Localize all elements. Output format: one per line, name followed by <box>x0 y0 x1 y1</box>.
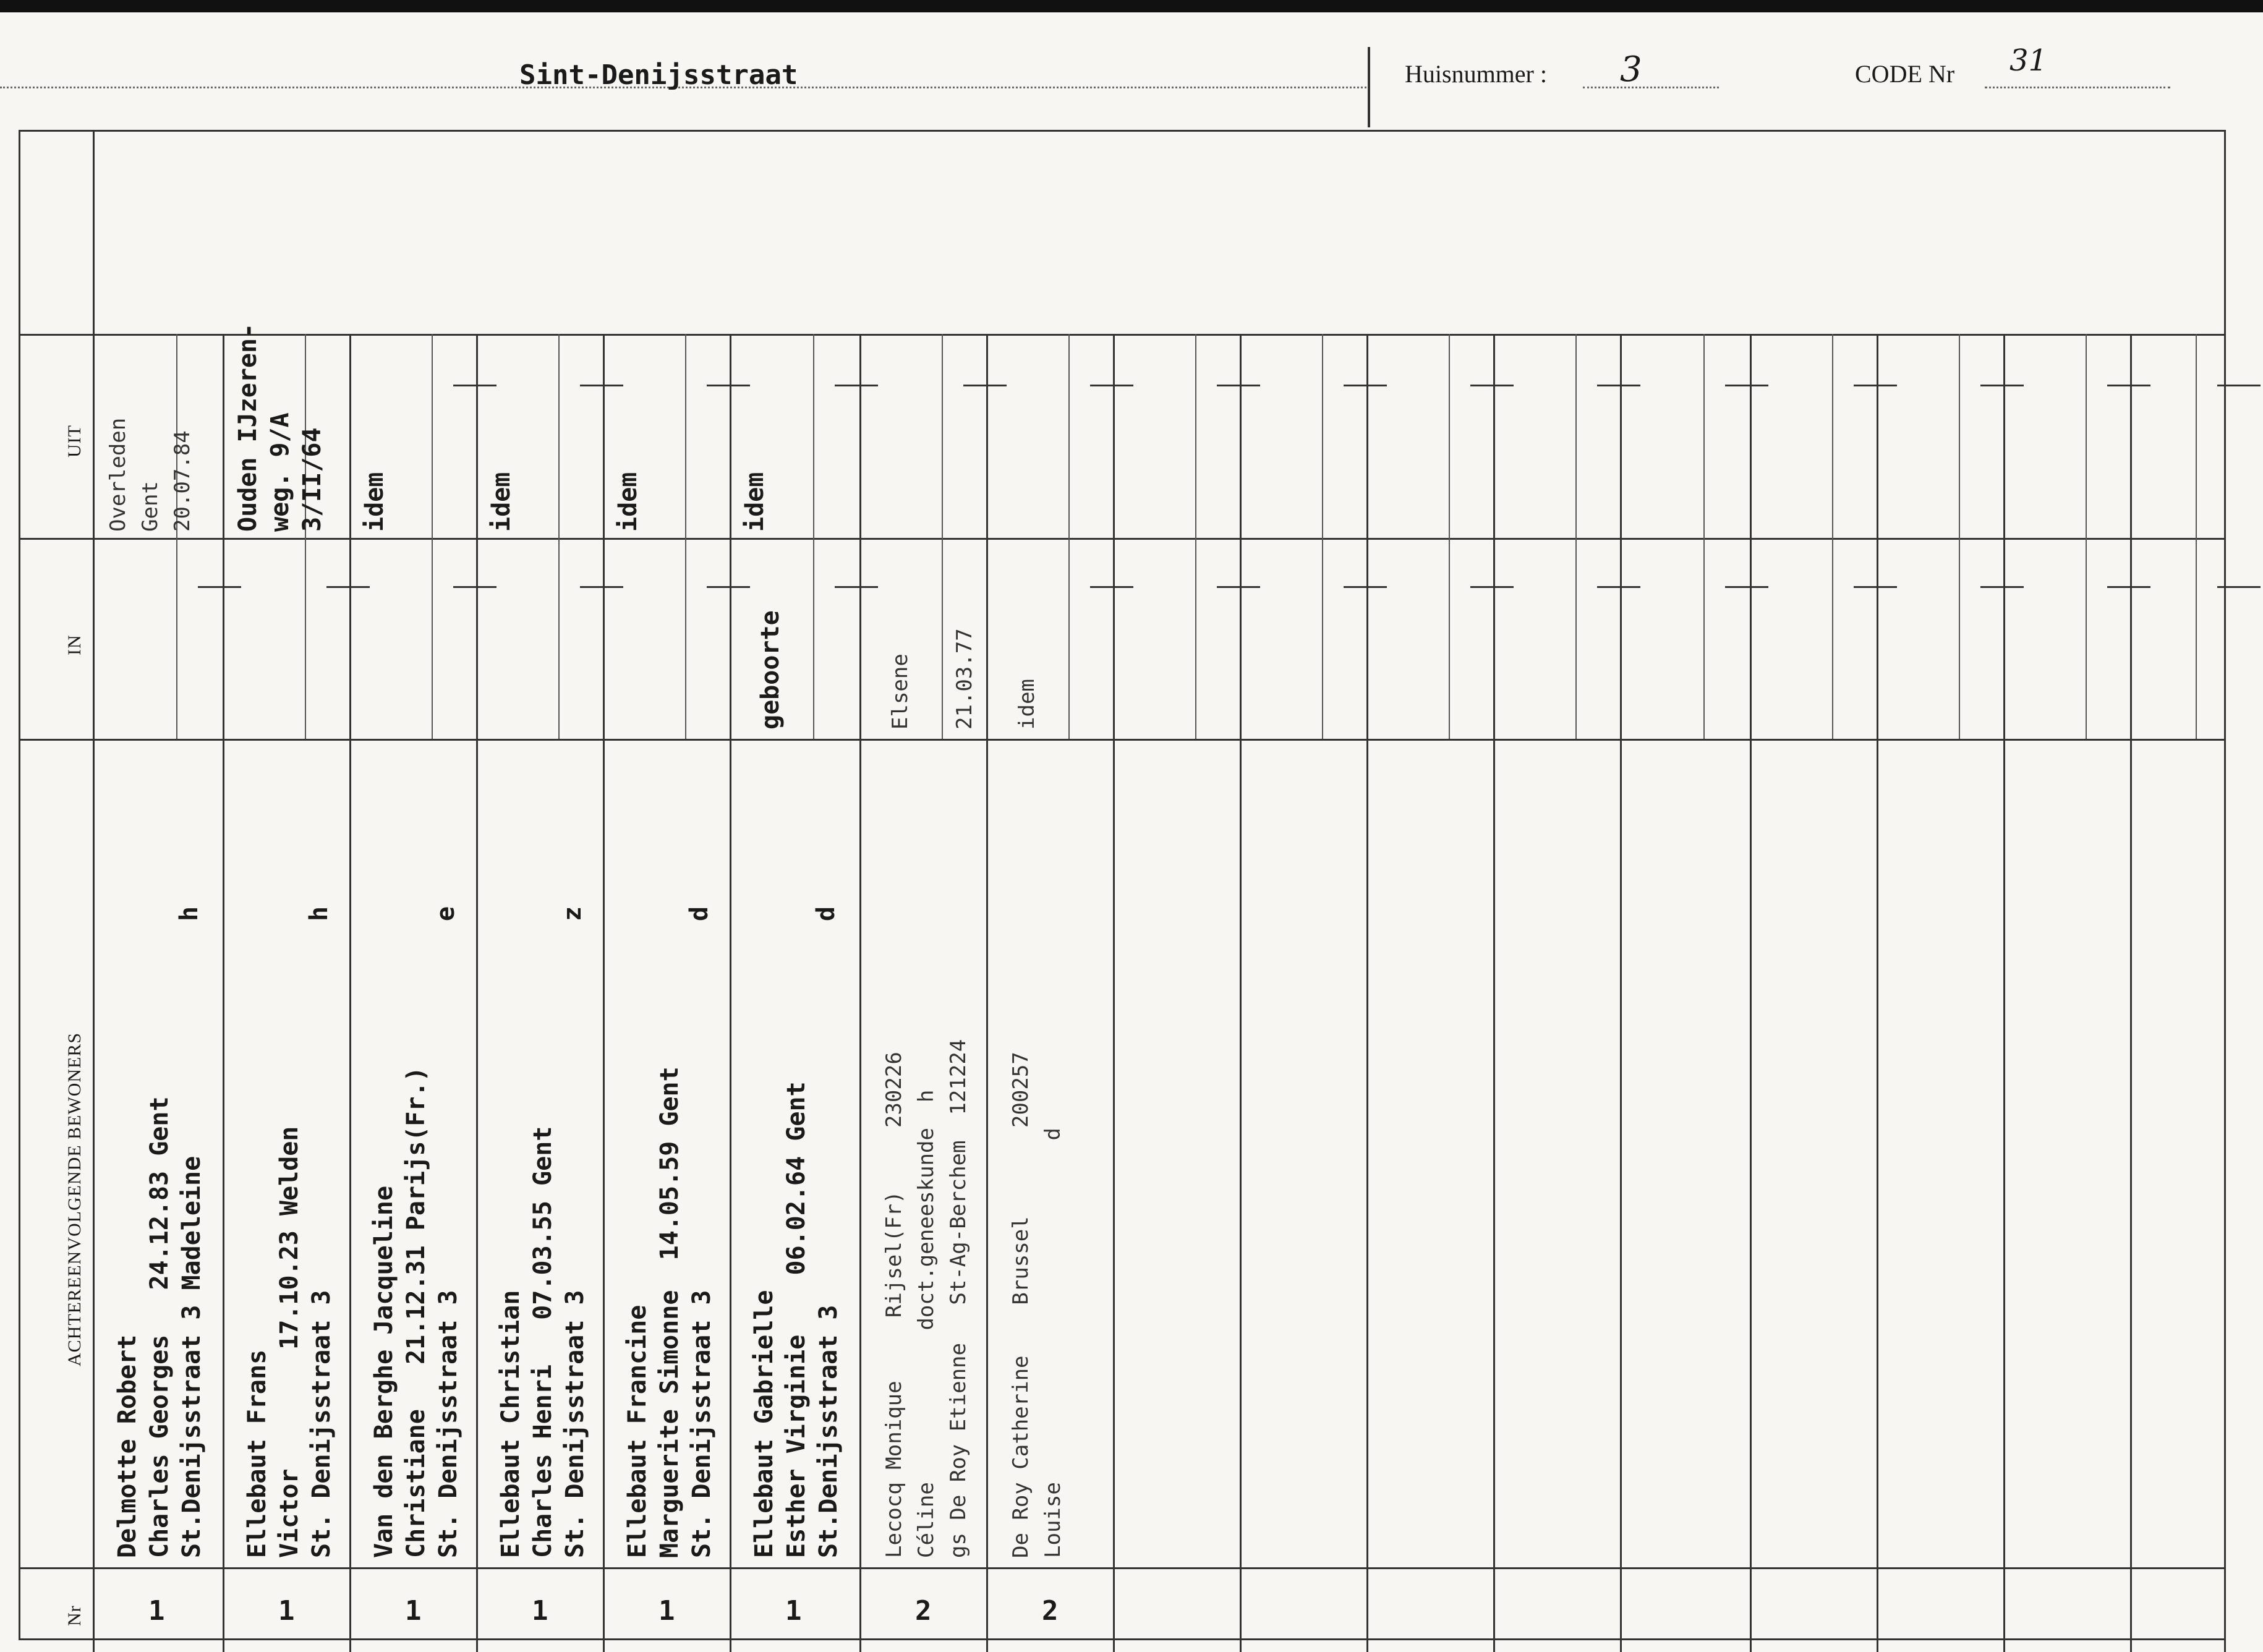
label-uit: UIT <box>64 425 85 458</box>
resident-line: Christiane 21.12.31 Parijs(Fr.) <box>402 1067 430 1558</box>
label-residents: ACHTEREENVOLGENDE BEWONERS <box>64 1032 85 1366</box>
empty-cell-dash <box>1090 385 1133 386</box>
empty-cell-dash <box>580 385 623 386</box>
resident-marker: e <box>432 906 460 921</box>
house-number-label: Huisnummer : <box>1405 60 1547 88</box>
empty-cell-dash <box>453 385 496 386</box>
column-divider <box>1240 334 1242 1638</box>
out-entry <box>485 472 518 532</box>
empty-cell-dash <box>1470 385 1514 386</box>
sub-column-divider <box>1068 538 1070 739</box>
column-divider <box>2130 334 2132 1638</box>
bottom-tick <box>476 1638 478 1652</box>
in-line: 21.03.77 <box>952 628 977 730</box>
code-label: CODE Nr <box>1855 60 1955 88</box>
in-line: geboorte <box>756 610 785 730</box>
row-number: 1 <box>658 1595 675 1627</box>
sub-column-divider <box>2196 538 2197 739</box>
resident-marker: h <box>305 906 333 921</box>
out-line: weg. 9/A <box>266 412 294 532</box>
column-divider <box>349 334 351 1638</box>
column-divider <box>2003 334 2005 1638</box>
resident-line: St. Denijsstraat 3 <box>688 1290 716 1558</box>
bottom-tick <box>93 1638 95 1652</box>
grid-top-line <box>19 130 2226 132</box>
empty-cell-dash <box>2217 586 2261 588</box>
resident-line: Céline doct.geneeskunde h <box>914 1089 939 1558</box>
column-divider <box>986 334 988 1638</box>
resident-line: St.Denijsstraat 3 Madeleine <box>177 1156 206 1558</box>
resident-entry <box>111 1096 208 1558</box>
column-divider <box>1877 334 1878 1638</box>
label-in: IN <box>64 634 85 655</box>
out-entry <box>102 418 198 532</box>
house-number-value: 3 <box>1620 49 1642 90</box>
out-line: 20.07.84 <box>170 430 195 532</box>
sub-column-divider <box>1832 538 1833 739</box>
column-divider <box>1750 334 1752 1638</box>
out-entry <box>359 472 391 532</box>
resident-entry <box>368 1067 464 1558</box>
in-line <box>916 628 948 730</box>
out-entry <box>232 323 328 532</box>
resident-line: Van den Berghe Jacqueline <box>370 1185 398 1558</box>
resident-entry <box>748 1081 845 1558</box>
bottom-tick <box>730 1638 731 1652</box>
label-column-edge <box>93 130 95 1638</box>
sub-column-divider <box>1575 538 1577 739</box>
resident-entry <box>878 1039 974 1558</box>
empty-cell-dash <box>2107 385 2150 386</box>
in-entry <box>1011 679 1043 730</box>
sub-column-divider <box>685 334 686 538</box>
in-entry <box>754 610 786 730</box>
bottom-tick <box>1620 1638 1622 1652</box>
column-divider <box>1493 334 1495 1638</box>
in-line: idem <box>1015 679 1039 730</box>
row-number: 1 <box>785 1595 802 1627</box>
resident-line: St. Denijsstraat 3 <box>307 1290 336 1558</box>
sub-column-divider <box>1703 334 1705 538</box>
code-number-value: 31 <box>2009 43 2048 78</box>
resident-line: Charles Henri 07.03.55 Gent <box>529 1126 557 1558</box>
resident-marker: d <box>685 906 714 921</box>
empty-cell-dash <box>1217 385 1260 386</box>
bottom-tick <box>349 1638 351 1652</box>
out-line: Ouden IJzeren- <box>234 323 262 532</box>
empty-cell-dash <box>453 586 496 588</box>
column-divider <box>603 334 605 1638</box>
out-entry <box>612 472 644 532</box>
sub-column-divider <box>432 334 433 538</box>
sub-column-divider <box>1322 538 1323 739</box>
resident-marker: z <box>558 906 587 921</box>
column-divider <box>223 334 224 1638</box>
column-divider <box>476 334 478 1638</box>
bottom-tick <box>2224 1638 2226 1652</box>
empty-cell-dash <box>1725 586 1768 588</box>
resident-marker: d <box>812 906 840 921</box>
sub-column-divider <box>432 538 433 739</box>
resident-entry <box>241 1126 338 1558</box>
sub-column-divider <box>305 538 306 739</box>
resident-entry <box>621 1067 718 1558</box>
sub-column-divider <box>1195 334 1196 538</box>
empty-cell-dash <box>1344 586 1387 588</box>
resident-line: Ellebaut Francine <box>623 1305 652 1558</box>
bottom-tick <box>223 1638 224 1652</box>
empty-cell-dash <box>1344 385 1387 386</box>
grid-right-edge <box>2224 130 2226 1638</box>
sub-column-divider <box>1449 538 1450 739</box>
empty-cell-dash <box>707 586 750 588</box>
empty-cell-dash <box>1090 586 1133 588</box>
empty-cell-dash <box>1980 385 2024 386</box>
resident-line: St.Denijsstraat 3 <box>814 1305 843 1558</box>
sub-column-divider <box>1832 334 1833 538</box>
in-line: Elsene <box>888 654 913 730</box>
bottom-tick <box>1877 1638 1878 1652</box>
column-divider <box>1620 334 1622 1638</box>
resident-line: Lecocq Monique Rijsel(Fr) 230226 <box>882 1052 906 1558</box>
bottom-tick <box>986 1638 988 1652</box>
bottom-tick <box>1240 1638 1242 1652</box>
bottom-tick <box>1113 1638 1115 1652</box>
bottom-tick <box>1493 1638 1495 1652</box>
resident-line: De Roy Catherine Brussel 200257 <box>1008 1052 1033 1558</box>
out-line: idem <box>360 472 389 532</box>
row-number: 1 <box>405 1595 422 1627</box>
resident-line: St. Denijsstraat 3 <box>561 1290 589 1558</box>
sub-column-divider <box>1575 334 1577 538</box>
out-line: Gent <box>138 481 163 532</box>
sub-column-divider <box>558 334 560 538</box>
out-entry <box>739 472 771 532</box>
empty-cell-dash <box>707 385 750 386</box>
empty-cell-dash <box>580 586 623 588</box>
sub-column-divider <box>1703 538 1705 739</box>
sub-column-divider <box>813 538 814 739</box>
column-divider <box>730 334 731 1638</box>
sub-column-divider <box>2196 334 2197 538</box>
out-line: idem <box>614 472 642 532</box>
row-number: 2 <box>915 1595 932 1627</box>
row-number: 1 <box>148 1595 165 1627</box>
bottom-tick <box>2003 1638 2005 1652</box>
resident-line: Victor 17.10.23 Welden <box>275 1126 304 1558</box>
row-number: 1 <box>278 1595 295 1627</box>
bottom-tick <box>1750 1638 1752 1652</box>
sub-column-divider <box>1959 538 1960 739</box>
sub-column-divider <box>685 538 686 739</box>
empty-cell-dash <box>1725 385 1768 386</box>
resident-line: Marguerite Simonne 14.05.59 Gent <box>655 1067 684 1558</box>
sub-column-divider <box>558 538 560 739</box>
column-divider <box>1366 334 1368 1638</box>
resident-line: Louise d <box>1041 1128 1065 1558</box>
out-line: Overleden <box>106 417 130 532</box>
bottom-tick <box>859 1638 861 1652</box>
sub-column-divider <box>1195 538 1196 739</box>
empty-cell-dash <box>835 385 878 386</box>
resident-line: Ellebaut Frans <box>243 1349 271 1558</box>
out-line: idem <box>487 472 516 532</box>
row-number: 1 <box>532 1595 548 1627</box>
empty-cell-dash <box>1854 385 1897 386</box>
empty-cell-dash <box>1854 586 1897 588</box>
empty-cell-dash <box>326 586 370 588</box>
sub-column-divider <box>1322 334 1323 538</box>
out-line: 3/II/64 <box>298 427 326 532</box>
in-entry <box>884 628 981 730</box>
sub-column-divider <box>1449 334 1450 538</box>
resident-line: St. Denijsstraat 3 <box>434 1290 462 1558</box>
bottom-tick <box>1366 1638 1368 1652</box>
sub-column-divider <box>942 334 943 538</box>
bottom-tick <box>2130 1638 2132 1652</box>
empty-cell-dash <box>1470 586 1514 588</box>
out-line: idem <box>741 472 769 532</box>
resident-entry <box>1005 1052 1069 1558</box>
empty-cell-dash <box>1980 586 2024 588</box>
sub-column-divider <box>1959 334 1960 538</box>
sub-column-divider <box>176 538 177 739</box>
resident-line: Esther Virginie 06.02.64 Gent <box>782 1081 811 1558</box>
sub-column-divider <box>813 334 814 538</box>
bottom-tick <box>603 1638 605 1652</box>
label-nr: Nr <box>64 1605 85 1626</box>
empty-cell-dash <box>963 385 1007 386</box>
resident-line: Delmotte Robert <box>113 1334 142 1558</box>
sub-column-divider <box>2086 334 2087 538</box>
column-divider <box>859 334 861 1638</box>
grid-left-edge <box>19 130 20 1638</box>
empty-cell-dash <box>835 586 878 588</box>
empty-cell-dash <box>1217 586 1260 588</box>
resident-marker: h <box>175 906 203 921</box>
street-name: Sint-Denijsstraat <box>519 59 798 91</box>
resident-line: Ellebaut Christian <box>496 1290 525 1558</box>
resident-line: Charles Georges 24.12.83 Gent <box>145 1096 174 1558</box>
empty-cell-dash <box>198 586 241 588</box>
column-divider <box>1113 334 1115 1638</box>
resident-entry <box>495 1126 591 1558</box>
empty-cell-dash <box>1597 385 1640 386</box>
resident-line: gs De Roy Etienne St-Ag-Berchem 121224 <box>946 1039 971 1558</box>
sub-column-divider <box>1068 334 1070 538</box>
empty-cell-dash <box>2107 586 2150 588</box>
empty-cell-dash <box>1597 586 1640 588</box>
row-number: 2 <box>1042 1595 1059 1627</box>
empty-cell-dash <box>2217 385 2261 386</box>
sub-column-divider <box>2086 538 2087 739</box>
resident-line: Ellebaut Gabrielle <box>750 1290 778 1558</box>
